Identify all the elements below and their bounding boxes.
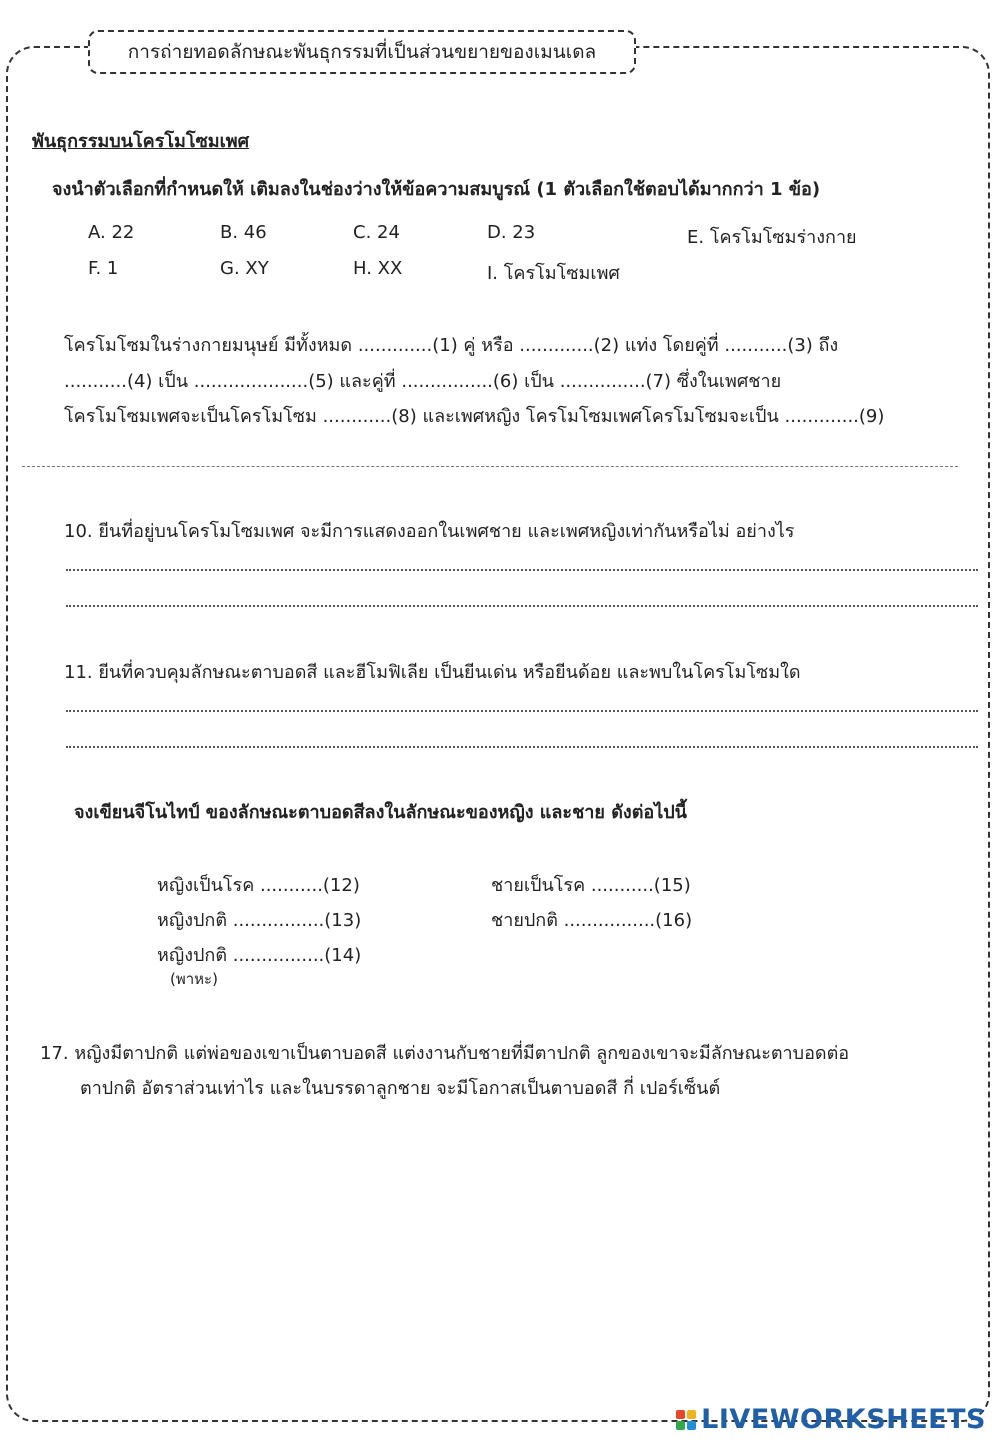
paragraph-line-3[interactable]: โครโมโซมเพศจะเป็นโครโมโซม ............(8) และเพศหญิง โครโมโซมเพศโครโมโซมจะเป็น .............(9) xyxy=(64,406,885,427)
logo-square-2 xyxy=(687,1410,696,1419)
question-17-line-2: ตาปกติ อัตราส่วนเท่าไร และในบรรดาลูกชาย จะมีโอกาสเป็นตาบอดสี กี่ เปอร์เซ็นต์ xyxy=(80,1078,721,1099)
female-carrier-blank[interactable]: หญิงปกติ ................(14) xyxy=(157,945,362,966)
option-e: E. โครโมโซมร่างกาย xyxy=(687,227,857,248)
liveworksheets-brand xyxy=(676,1404,986,1435)
female-normal-blank[interactable]: หญิงปกติ ................(13) xyxy=(157,910,362,931)
carrier-note: (พาหะ) xyxy=(170,970,218,988)
question-10: 10. ยีนที่อยู่บนโครโมโซมเพศ จะมีการแสดงออกในเพศชาย และเพศหญิงเท่ากันหรือไม่ อย่างไร xyxy=(64,521,795,542)
option-a: A. 22 xyxy=(88,222,135,243)
logo-square-4 xyxy=(687,1421,696,1430)
logo-square-3 xyxy=(676,1421,685,1430)
answer-line-11a[interactable] xyxy=(66,710,978,712)
option-b: B. 46 xyxy=(220,222,267,243)
paragraph-line-1[interactable]: โครโมโซมในร่างกายมนุษย์ มีทั้งหมด .............(1) คู่ หรือ .............(2) แท่ง โดยคู่ที่ ...........(3) ถึง xyxy=(64,335,839,356)
instruction-genotype: จงเขียนจีโนไทป์ ของลักษณะตาบอดสีลงในลักษณะของหญิง และชาย ดังต่อไปนี้ xyxy=(74,802,687,823)
instruction-fill-blanks: จงนำตัวเลือกที่กำหนดให้ เติมลงในช่องว่างให้ข้อความสมบูรณ์ (1 ตัวเลือกใช้ตอบได้มากกว่า 1 ข้อ) xyxy=(52,179,821,200)
option-d: D. 23 xyxy=(487,222,536,243)
option-h: H. XX xyxy=(353,258,403,279)
answer-line-10b[interactable] xyxy=(66,605,978,607)
worksheet-title xyxy=(88,30,636,74)
answer-line-11b[interactable] xyxy=(66,746,978,748)
question-17-line-1: 17. หญิงมีตาปกติ แต่พ่อของเขาเป็นตาบอดสี แต่งงานกับชายที่มีตาปกติ ลูกของเขาจะมีลักษณะตาบอดต่อ xyxy=(40,1043,850,1064)
option-f: F. 1 xyxy=(88,258,119,279)
title-text: การถ่ายทอดลักษณะพันธุกรรมที่เป็นส่วนขยายของเมนเดล xyxy=(127,41,597,63)
liveworksheets-logo-icon xyxy=(676,1410,696,1430)
answer-line-10a[interactable] xyxy=(66,569,978,571)
male-disease-blank[interactable]: ชายเป็นโรค ...........(15) xyxy=(491,875,691,896)
option-g: G. XY xyxy=(220,258,269,279)
worksheet-frame xyxy=(6,46,990,1422)
section-divider xyxy=(22,466,958,467)
question-11: 11. ยีนที่ควบคุมลักษณะตาบอดสี และฮีโมฟิเลีย เป็นยีนเด่น หรือยีนด้อย และพบในโครโมโซมใด xyxy=(64,662,801,683)
logo-square-1 xyxy=(676,1410,685,1419)
female-disease-blank[interactable]: หญิงเป็นโรค ...........(12) xyxy=(157,875,360,896)
male-normal-blank[interactable]: ชายปกติ ................(16) xyxy=(491,910,693,931)
option-c: C. 24 xyxy=(353,222,400,243)
section-heading: พันธุกรรมบนโครโมโซมเพศ xyxy=(32,131,250,152)
brand-text: LIVEWORKSHEETS xyxy=(701,1404,986,1435)
paragraph-line-2[interactable]: ...........(4) เป็น ....................(5) และคู่ที่ ................(6) เป็น ...............(7) ซึ่งในเพศชาย xyxy=(64,371,782,392)
option-i: I. โครโมโซมเพศ xyxy=(487,263,620,284)
